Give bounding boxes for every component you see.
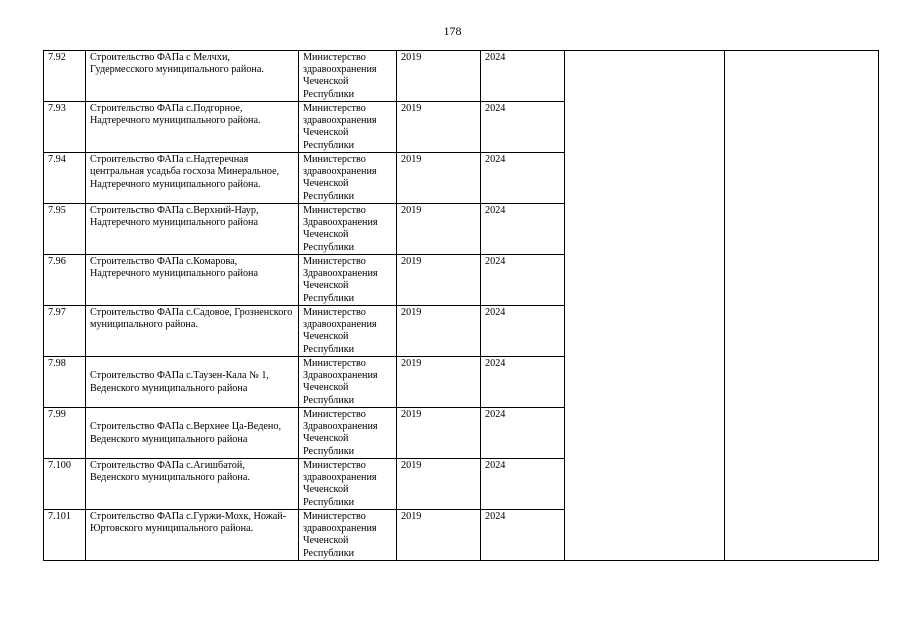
end-year: 2024 xyxy=(481,102,565,153)
row-number: 7.100 xyxy=(44,459,86,510)
end-year: 2024 xyxy=(481,255,565,306)
measure-name: Строительство ФАПа с.Гуржи-Мохк, Ножай-Юртовского муниципального района. xyxy=(86,510,299,561)
responsible-executor: Министерство здравоохранения Чеченской Республики xyxy=(299,51,397,102)
start-year: 2019 xyxy=(397,204,481,255)
end-year: 2024 xyxy=(481,51,565,102)
end-year: 2024 xyxy=(481,204,565,255)
responsible-executor: Министерство здравоохранения Чеченской Республики xyxy=(299,306,397,357)
row-number: 7.95 xyxy=(44,204,86,255)
start-year: 2019 xyxy=(397,510,481,561)
measure-name: Строительство ФАПа с.Верхний-Наур, Надтеречного муниципального района xyxy=(86,204,299,255)
row-number: 7.99 xyxy=(44,408,86,459)
table-row xyxy=(44,51,879,102)
start-year: 2019 xyxy=(397,459,481,510)
table-body xyxy=(44,51,879,561)
measure-name: Строительство ФАПа с.Таузен-Кала № 1, Веденского муниципального района xyxy=(86,357,299,408)
start-year: 2019 xyxy=(397,102,481,153)
responsible-executor: Министерство здравоохранения Чеченской Республики xyxy=(299,153,397,204)
end-year: 2024 xyxy=(481,408,565,459)
responsible-executor: Министерство Здравоохранения Чеченской Республики xyxy=(299,204,397,255)
responsible-executor: Министерство здравоохранения Чеченской Республики xyxy=(299,510,397,561)
responsible-executor: Министерство Здравоохранения Чеченской Республики xyxy=(299,357,397,408)
end-year: 2024 xyxy=(481,459,565,510)
row-number: 7.97 xyxy=(44,306,86,357)
start-year: 2019 xyxy=(397,357,481,408)
row-number: 7.92 xyxy=(44,51,86,102)
merged-empty-column-1 xyxy=(565,51,725,561)
end-year: 2024 xyxy=(481,153,565,204)
start-year: 2019 xyxy=(397,51,481,102)
measure-name: Строительство ФАПа с.Подгорное, Надтеречного муниципального района. xyxy=(86,102,299,153)
measure-name: Строительство ФАПа с.Комарова, Надтеречного муниципального района xyxy=(86,255,299,306)
responsible-executor: Министерство здравоохранения Чеченской Республики xyxy=(299,102,397,153)
measure-name: Строительство ФАПа с.Верхнее Ца-Ведено, Веденского муниципального района xyxy=(86,408,299,459)
start-year: 2019 xyxy=(397,153,481,204)
end-year: 2024 xyxy=(481,306,565,357)
responsible-executor: Министерство здравоохранения Чеченской Республики xyxy=(299,459,397,510)
row-number: 7.101 xyxy=(44,510,86,561)
row-number: 7.93 xyxy=(44,102,86,153)
responsible-executor: Министерство Здравоохранения Чеченской Республики xyxy=(299,255,397,306)
row-number: 7.96 xyxy=(44,255,86,306)
end-year: 2024 xyxy=(481,357,565,408)
measure-name: Строительство ФАПа с.Садовое, Грозненского муниципального района. xyxy=(86,306,299,357)
measure-name: Строительство ФАПа с.Агишбатой, Веденского муниципального района. xyxy=(86,459,299,510)
measure-name: Строительство ФАПа с.Надтеречная центральная усадьба госхоза Минеральное, Надтеречного муниципального района. xyxy=(86,153,299,204)
start-year: 2019 xyxy=(397,255,481,306)
page-number: 178 xyxy=(443,24,462,38)
measure-name: Строительство ФАПа с Мелчхи, Гудермесского муниципального района. xyxy=(86,51,299,102)
responsible-executor: Министерство Здравоохранения Чеченской Республики xyxy=(299,408,397,459)
row-number: 7.98 xyxy=(44,357,86,408)
end-year: 2024 xyxy=(481,510,565,561)
merged-empty-column-2 xyxy=(725,51,879,561)
start-year: 2019 xyxy=(397,408,481,459)
start-year: 2019 xyxy=(397,306,481,357)
row-number: 7.94 xyxy=(44,153,86,204)
measures-table xyxy=(43,50,879,561)
